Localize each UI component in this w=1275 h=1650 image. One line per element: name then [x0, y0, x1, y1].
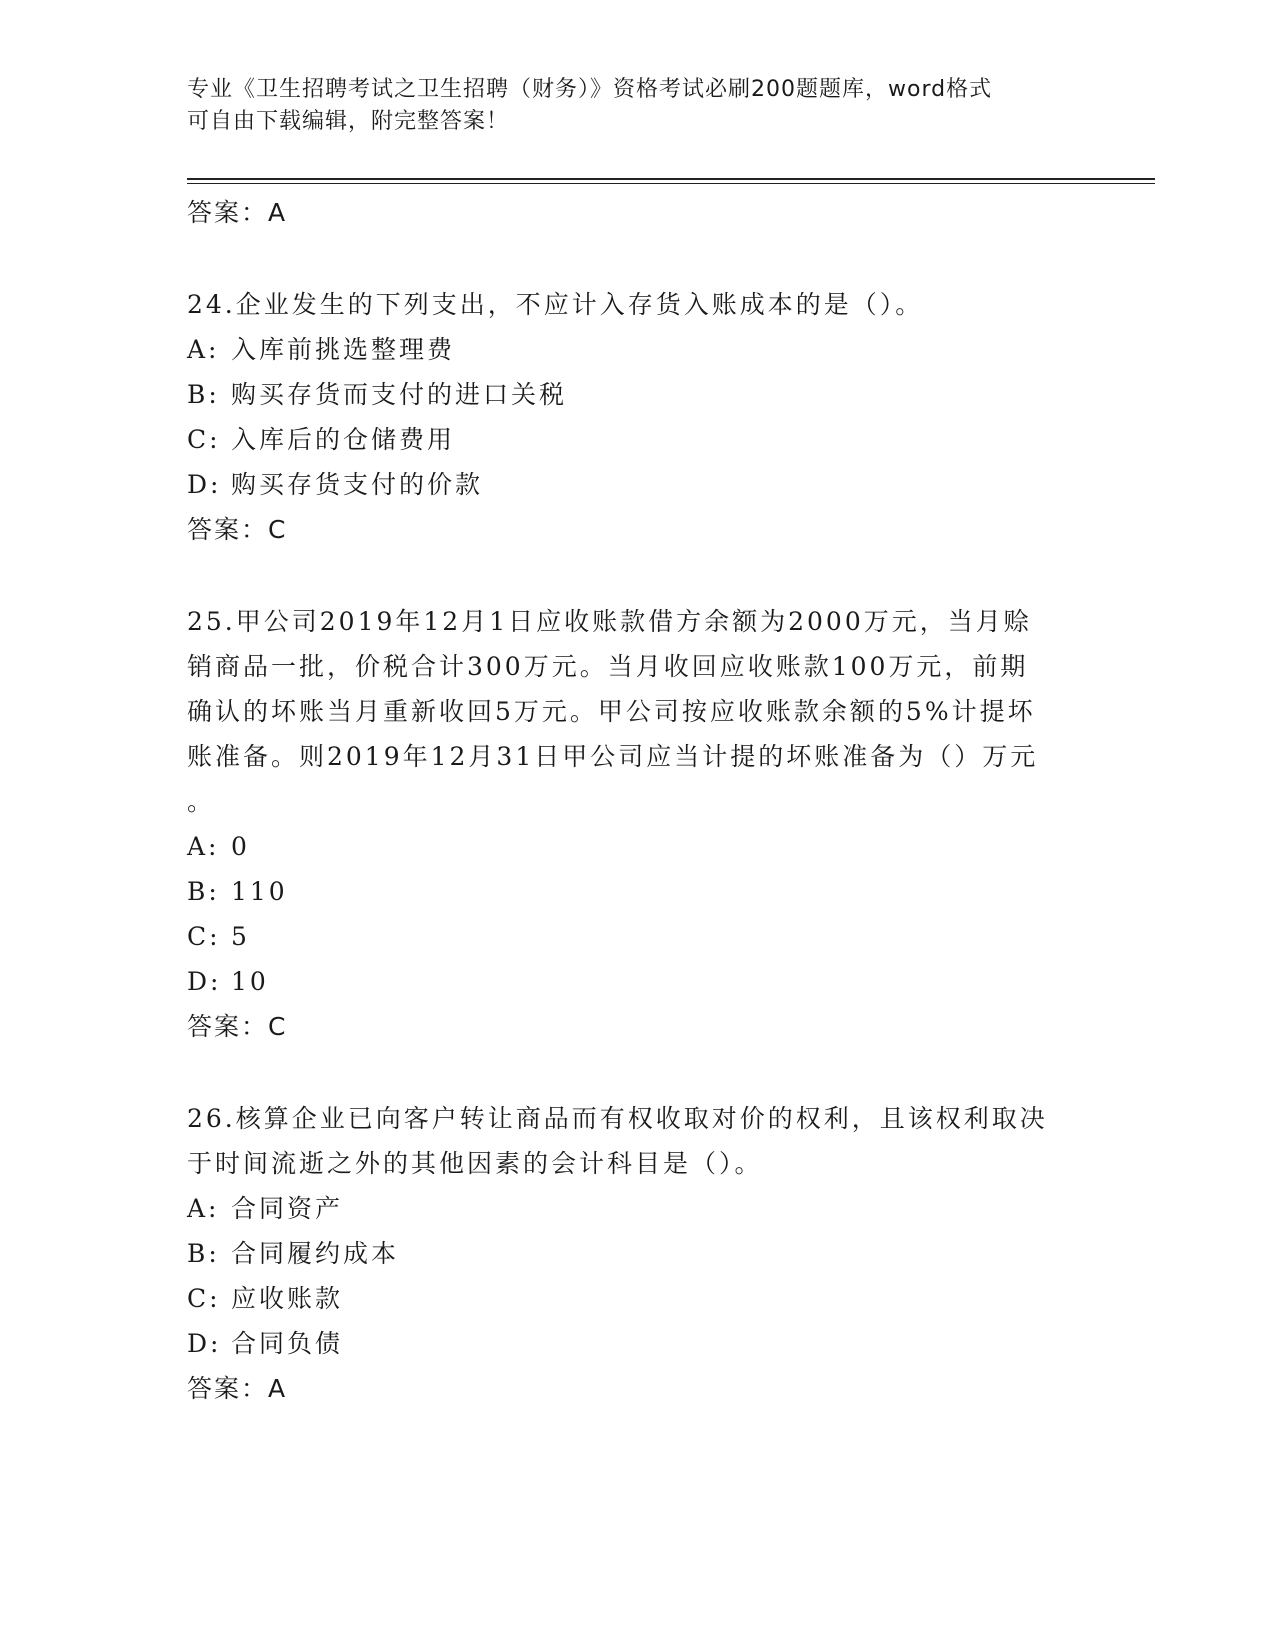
- option-text: 合同履约成本: [231, 1239, 400, 1268]
- answer: 答案：A: [187, 1374, 288, 1403]
- header-line-2: 可自由下载编辑，附完整答案！: [187, 109, 510, 134]
- option-label: C:: [187, 1284, 221, 1313]
- option-b: [187, 372, 1087, 417]
- header-rule-thick: [187, 178, 1155, 180]
- option-label: D:: [187, 470, 222, 499]
- option-text: 合同负债: [231, 1329, 344, 1358]
- option-label: A:: [187, 832, 220, 861]
- option-label: B:: [187, 877, 220, 906]
- option-label: B:: [187, 380, 220, 409]
- option-text: 入库前挑选整理费: [231, 335, 456, 364]
- option-b: [187, 869, 1087, 914]
- option-text: 10: [231, 967, 269, 996]
- option-label: A:: [187, 335, 220, 364]
- option-c: [187, 914, 1087, 959]
- question-list: [187, 190, 1087, 1411]
- option-text: 应收账款: [231, 1284, 344, 1313]
- header-rule-thin: [187, 183, 1155, 184]
- option-b: [187, 1231, 1087, 1276]
- option-d: [187, 1321, 1087, 1366]
- option-c: [187, 1276, 1087, 1321]
- question-26: [187, 1096, 1087, 1411]
- option-label: D:: [187, 1329, 222, 1358]
- option-label: B:: [187, 1239, 220, 1268]
- question-text: 24.企业发生的下列支出，不应计入存货入账成本的是（）。: [187, 290, 924, 319]
- question-text: 销商品一批，价税合计300万元。当月收回应收账款100万元，前期: [187, 652, 1029, 681]
- option-label: C:: [187, 922, 221, 951]
- option-a: [187, 327, 1087, 372]
- option-d: [187, 462, 1087, 507]
- question-25: [187, 599, 1087, 1049]
- question-text: 账准备。则2019年12月31日甲公司应当计提的坏账准备为（）万元: [187, 742, 1039, 771]
- header-line-1: 专业《卫生招聘考试之卫生招聘（财务）》资格考试必刷200题题库，word格式: [187, 77, 993, 102]
- option-label: D:: [187, 967, 222, 996]
- option-label: C:: [187, 425, 221, 454]
- option-label: A:: [187, 1194, 220, 1223]
- answer: 答案：C: [187, 515, 288, 544]
- option-text: 购买存货而支付的进口关税: [231, 380, 568, 409]
- question-text: 25.甲公司2019年12月1日应收账款借方余额为2000万元，当月赊: [187, 607, 1032, 636]
- question-text: 于时间流逝之外的其他因素的会计科目是（）。: [187, 1149, 763, 1178]
- option-text: 购买存货支付的价款: [231, 470, 484, 499]
- question-text: 确认的坏账当月重新收回5万元。甲公司按应收账款余额的5%计提坏: [187, 697, 1036, 726]
- page-header: [187, 74, 1067, 138]
- option-c: [187, 417, 1087, 462]
- question-text: 。: [187, 787, 216, 816]
- option-text: 5: [231, 922, 250, 951]
- previous-answer: 答案：A: [187, 198, 288, 227]
- option-text: 入库后的仓储费用: [231, 425, 456, 454]
- question-text: 26.核算企业已向客户转让商品而有权收取对价的权利，且该权利取决: [187, 1104, 1048, 1133]
- option-text: 合同资产: [231, 1194, 344, 1223]
- question-24: [187, 282, 1087, 552]
- option-a: [187, 1186, 1087, 1231]
- option-d: [187, 959, 1087, 1004]
- answer: 答案：C: [187, 1012, 288, 1041]
- option-text: 110: [231, 877, 288, 906]
- option-text: 0: [231, 832, 250, 861]
- option-a: [187, 824, 1087, 869]
